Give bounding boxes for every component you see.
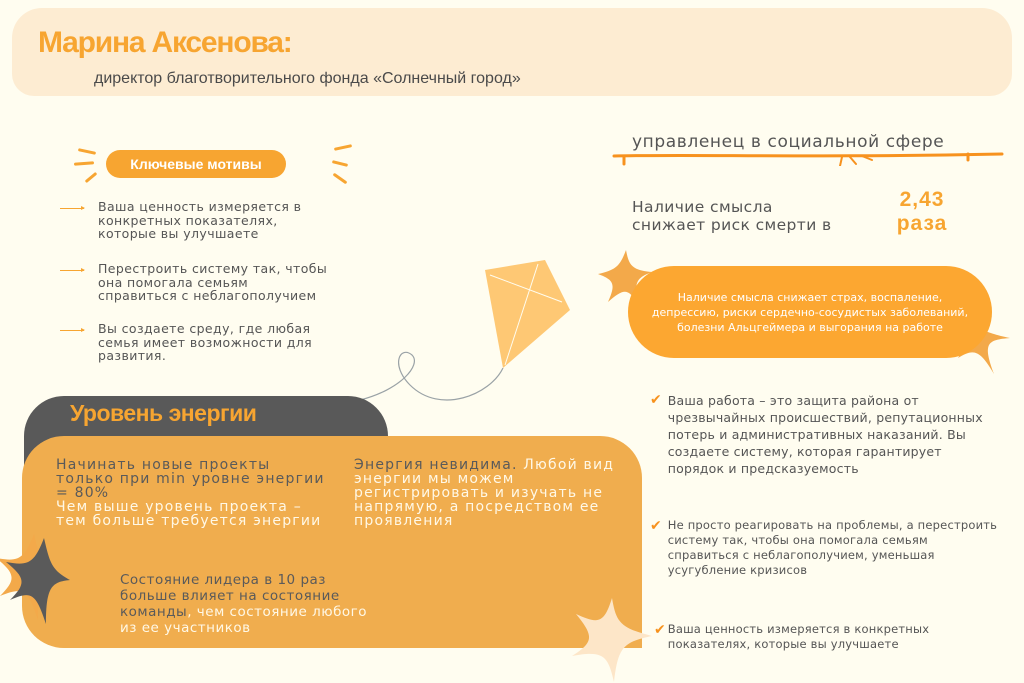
motive-text: Перестроить систему так, чтобы она помогала семьям справиться с неблагополучием bbox=[98, 261, 328, 303]
role-title: управленец в социальной сфере bbox=[632, 132, 945, 152]
check-item bbox=[654, 622, 954, 652]
energy-block-3-note: , чем состояние любого из ее участников bbox=[120, 604, 368, 636]
energy-block-1-main: Начинать новые проекты только при min уровне энергии = 80% bbox=[56, 457, 325, 501]
arrow-right-icon bbox=[60, 208, 84, 209]
meaning-text: Наличие смысла снижает страх, воспаление, депрессию, риски сердечно-сосудистых заболеваний, болезни Альцгеймера и выгорания на работе bbox=[651, 290, 969, 334]
check-text: Не просто реагировать на проблемы, а перестроить систему так, чтобы она помогала семьям справиться с неблагополучием, уменьшая усугубление кризисов bbox=[667, 518, 998, 577]
check-text: Ваша ценность измеряется в конкретных показателях, которые вы улучшаете bbox=[667, 622, 930, 651]
energy-block-3 bbox=[120, 572, 380, 636]
check-text: Ваша работа – это защита района от чрезвычайных происшествий, репутационных потерь и административных наказаний. Вы создаете систему, которая гарантирует порядок и предсказуемость bbox=[667, 393, 983, 476]
star-icon bbox=[0, 528, 70, 628]
meaning-bubble bbox=[628, 266, 992, 358]
person-name: Марина Аксенова: bbox=[38, 26, 292, 59]
energy-block-2-main: Энергия невидима. bbox=[354, 457, 518, 473]
energy-block-3-main: Состояние лидера в 10 раз больше влияет на состояние команды bbox=[120, 572, 340, 620]
arrow-right-icon bbox=[60, 270, 84, 271]
motive-item bbox=[60, 200, 330, 241]
motive-text: Вы создаете среду, где любая семья имеет возможности для развития. bbox=[98, 321, 313, 363]
checkmark-icon: ✔ bbox=[650, 518, 662, 534]
motives-title: Ключевые мотивы bbox=[130, 156, 262, 172]
motive-item bbox=[60, 262, 330, 303]
checkmark-icon: ✔ bbox=[650, 392, 662, 408]
energy-block-2-note: Любой вид энергии мы можем регистрировать и изучать не напрямую, а посредством ее проявления bbox=[354, 457, 615, 529]
kite-icon bbox=[340, 255, 610, 405]
stat-value: 2,43 bbox=[899, 188, 945, 211]
energy-block-2 bbox=[354, 458, 619, 528]
stat-unit: раза bbox=[896, 212, 948, 235]
checkmark-icon: ✔ bbox=[654, 622, 666, 638]
motive-text: Ваша ценность измеряется в конкретных показателях, которые вы улучшаете bbox=[98, 199, 302, 241]
arrow-right-icon bbox=[60, 330, 84, 331]
stat-value-block bbox=[884, 188, 960, 236]
energy-title: Уровень энергии bbox=[70, 400, 257, 426]
check-item bbox=[650, 392, 1000, 477]
energy-block-1-note: Чем выше уровень проекта – тем больше требуется энергии bbox=[56, 499, 322, 529]
stat-line-1: Наличие смысла bbox=[632, 198, 773, 216]
motives-title-pill bbox=[106, 150, 286, 178]
person-title: директор благотворительного фонда «Солнечный город» bbox=[94, 70, 521, 87]
motive-item bbox=[60, 322, 330, 363]
underline-decoration bbox=[612, 144, 1004, 166]
stat-description bbox=[632, 198, 832, 234]
check-item bbox=[650, 518, 1000, 578]
stat-line-2: снижает риск смерти в bbox=[632, 216, 832, 234]
star-icon bbox=[568, 596, 658, 683]
energy-block-1 bbox=[56, 458, 326, 528]
